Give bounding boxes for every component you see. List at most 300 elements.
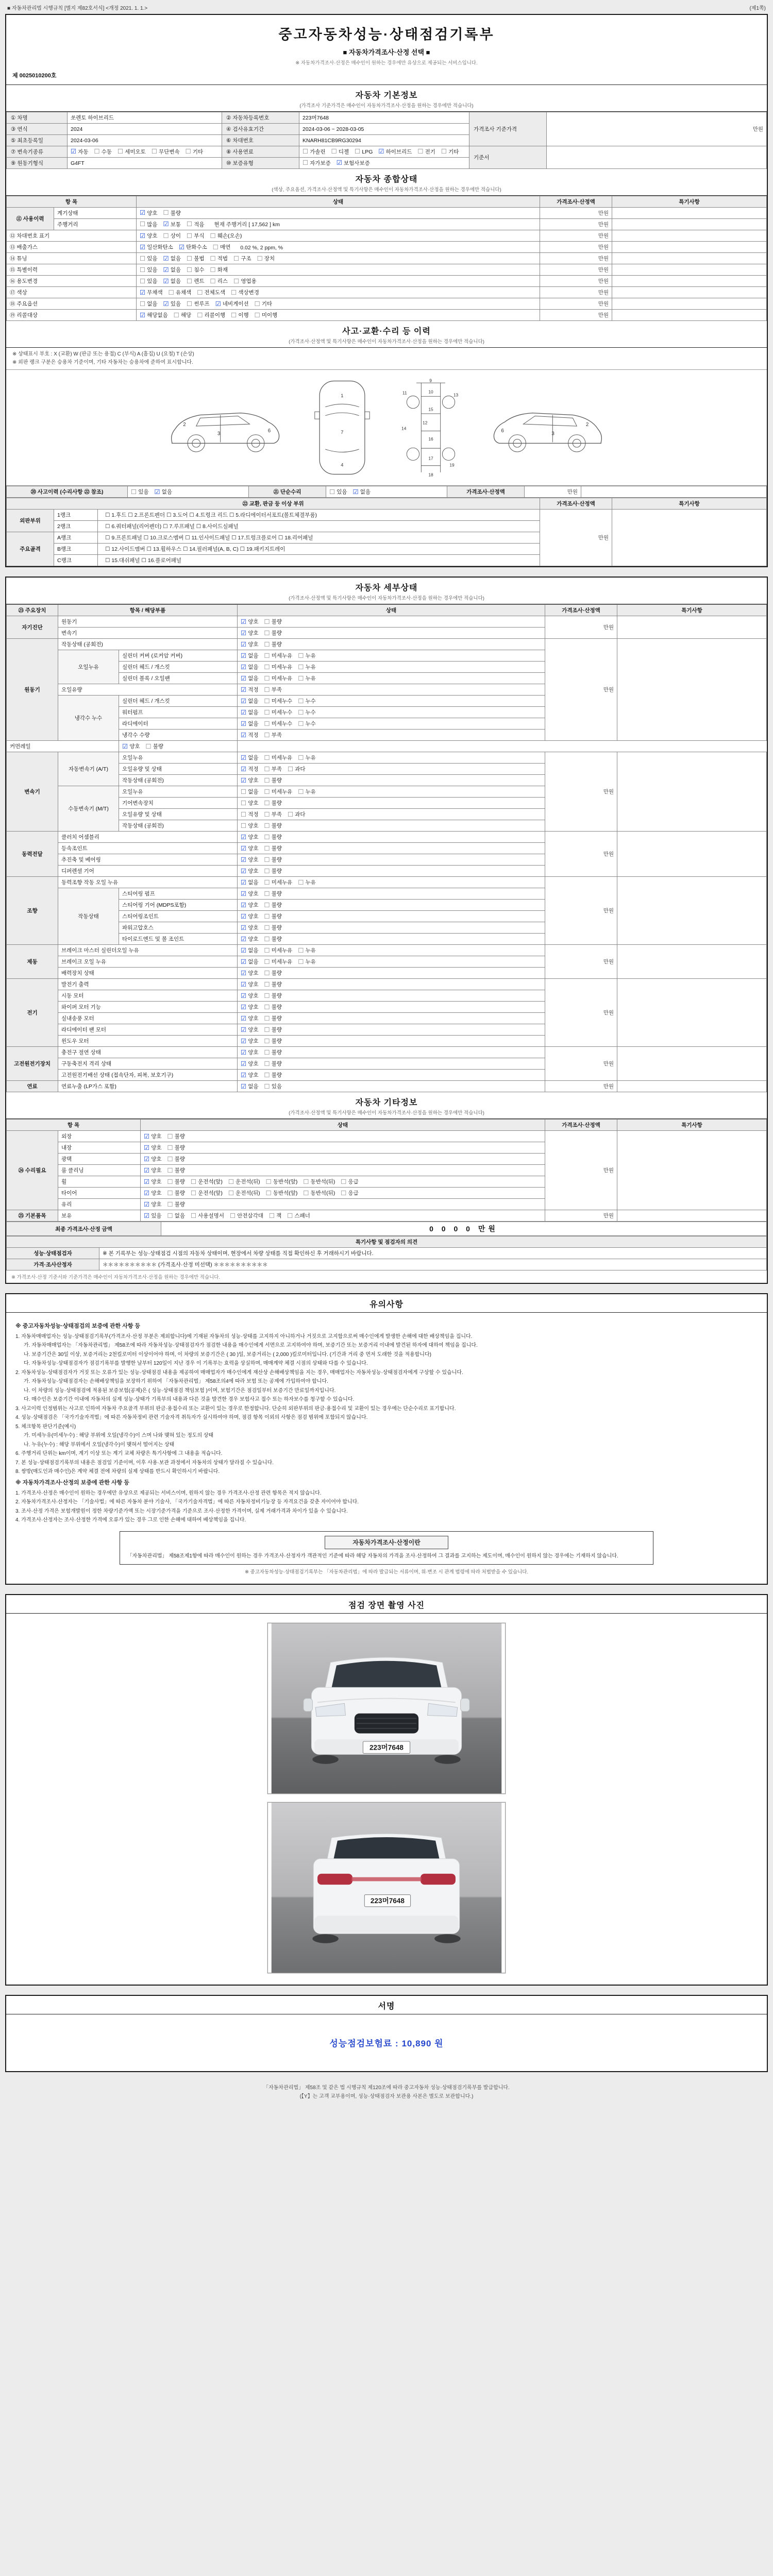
- checkbox-option[interactable]: [264, 912, 282, 920]
- checkbox-option[interactable]: [264, 799, 282, 807]
- checkbox-icon[interactable]: ☐: [264, 912, 270, 920]
- checkbox-option[interactable]: [140, 221, 158, 228]
- checkbox-icon[interactable]: ☐: [264, 1037, 270, 1045]
- checkbox-option[interactable]: [241, 912, 259, 920]
- checkbox-option[interactable]: [264, 1048, 282, 1056]
- checkbox-option[interactable]: [264, 618, 282, 625]
- checkbox-checked-icon[interactable]: ☑: [241, 618, 247, 625]
- checkbox-option[interactable]: [264, 1037, 282, 1045]
- checkbox-checked-icon[interactable]: ☑: [140, 243, 146, 251]
- checkbox-icon[interactable]: ☐: [187, 277, 193, 285]
- checkbox-checked-icon[interactable]: ☑: [163, 255, 169, 262]
- checkbox-icon[interactable]: ☐: [140, 255, 146, 262]
- checkbox-option[interactable]: [264, 652, 293, 659]
- checkbox-option[interactable]: [241, 856, 259, 863]
- checkbox-option[interactable]: [264, 754, 293, 761]
- checkbox-checked-icon[interactable]: ☑: [140, 209, 146, 217]
- checkbox-checked-icon[interactable]: ☑: [241, 1071, 247, 1079]
- checkbox-icon[interactable]: ☐: [355, 148, 361, 156]
- checkbox-icon[interactable]: ☐: [264, 867, 270, 875]
- checkbox-icon[interactable]: ☐: [264, 788, 270, 795]
- checkbox-icon[interactable]: ☐: [264, 799, 270, 807]
- checkbox-icon[interactable]: ☐: [187, 300, 193, 308]
- checkbox-option[interactable]: [231, 289, 259, 296]
- checkbox-icon[interactable]: ☐: [264, 708, 270, 716]
- checkbox-icon[interactable]: ☐: [264, 856, 270, 863]
- checkbox-icon[interactable]: ☐: [187, 221, 193, 228]
- checkbox-icon[interactable]: ☐: [264, 878, 270, 886]
- checkbox-option[interactable]: [337, 159, 370, 167]
- checkbox-option[interactable]: [264, 686, 282, 693]
- checkbox-option[interactable]: [140, 311, 168, 319]
- checkbox-checked-icon[interactable]: ☑: [144, 1189, 150, 1197]
- checkbox-checked-icon[interactable]: ☑: [144, 1212, 150, 1219]
- checkbox-option[interactable]: [264, 833, 282, 841]
- checkbox-checked-icon[interactable]: ☑: [241, 969, 247, 977]
- checkbox-option[interactable]: [264, 980, 282, 988]
- checkbox-option[interactable]: [241, 878, 259, 886]
- checkbox-icon[interactable]: ☐: [264, 890, 270, 897]
- checkbox-icon[interactable]: ☐: [341, 1178, 347, 1185]
- checkbox-option[interactable]: [378, 148, 412, 156]
- checkbox-icon[interactable]: ☐: [264, 674, 270, 682]
- checkbox-icon[interactable]: ☐: [140, 221, 146, 228]
- checkbox-option[interactable]: [241, 776, 259, 784]
- checkbox-checked-icon[interactable]: ☑: [241, 856, 247, 863]
- checkbox-option[interactable]: [241, 924, 259, 931]
- checkbox-option[interactable]: [266, 1189, 298, 1197]
- checkbox-checked-icon[interactable]: ☑: [241, 890, 247, 897]
- checkbox-icon[interactable]: ☐: [264, 833, 270, 841]
- checkbox-checked-icon[interactable]: ☑: [241, 697, 247, 705]
- checkbox-checked-icon[interactable]: ☑: [178, 243, 185, 251]
- checkbox-checked-icon[interactable]: ☑: [140, 289, 146, 296]
- checkbox-option[interactable]: [167, 1132, 186, 1140]
- checkbox-icon[interactable]: ☐: [298, 788, 304, 795]
- checkbox-icon[interactable]: ☐: [167, 1178, 173, 1185]
- checkbox-checked-icon[interactable]: ☑: [241, 663, 247, 671]
- checkbox-option[interactable]: [264, 629, 282, 637]
- checkbox-icon[interactable]: ☐: [254, 311, 260, 319]
- checkbox-option[interactable]: [264, 867, 282, 875]
- checkbox-option[interactable]: [298, 708, 316, 716]
- checkbox-option[interactable]: [264, 935, 282, 943]
- checkbox-option[interactable]: [341, 1189, 359, 1197]
- checkbox-checked-icon[interactable]: ☑: [241, 629, 247, 637]
- checkbox-icon[interactable]: ☐: [264, 1048, 270, 1056]
- checkbox-option[interactable]: [241, 1048, 259, 1056]
- checkbox-checked-icon[interactable]: ☑: [215, 300, 221, 308]
- checkbox-option[interactable]: [241, 674, 259, 682]
- checkbox-option[interactable]: [288, 810, 306, 818]
- checkbox-checked-icon[interactable]: ☑: [144, 1200, 150, 1208]
- checkbox-icon[interactable]: ☐: [264, 810, 270, 818]
- checkbox-icon[interactable]: ☐: [264, 958, 270, 965]
- checkbox-option[interactable]: [163, 232, 181, 240]
- checkbox-option[interactable]: [264, 924, 282, 931]
- checkbox-checked-icon[interactable]: ☑: [241, 867, 247, 875]
- checkbox-option[interactable]: [140, 232, 158, 240]
- checkbox-option[interactable]: [298, 674, 316, 682]
- checkbox-icon[interactable]: ☐: [264, 1082, 270, 1090]
- checkbox-option[interactable]: [264, 1060, 282, 1067]
- checkbox-icon[interactable]: ☐: [241, 799, 247, 807]
- checkbox-option[interactable]: [144, 1166, 162, 1174]
- checkbox-option[interactable]: [241, 720, 259, 727]
- checkbox-option[interactable]: [264, 856, 282, 863]
- checkbox-option[interactable]: [163, 209, 181, 217]
- checkbox-checked-icon[interactable]: ☑: [163, 266, 169, 274]
- checkbox-checked-icon[interactable]: ☑: [241, 720, 247, 727]
- checkbox-option[interactable]: [191, 1189, 223, 1197]
- checkbox-icon[interactable]: ☐: [257, 255, 263, 262]
- checkbox-option[interactable]: [264, 810, 282, 818]
- checkbox-icon[interactable]: ☐: [187, 232, 193, 240]
- checkbox-option[interactable]: [241, 822, 259, 829]
- checkbox-checked-icon[interactable]: ☑: [241, 1026, 247, 1033]
- checkbox-icon[interactable]: ☐: [264, 822, 270, 829]
- checkbox-icon[interactable]: ☐: [341, 1189, 347, 1197]
- checkbox-option[interactable]: [264, 946, 293, 954]
- checkbox-icon[interactable]: ☐: [264, 992, 270, 999]
- checkbox-option[interactable]: [264, 969, 282, 977]
- checkbox-option[interactable]: [241, 788, 259, 795]
- checkbox-icon[interactable]: ☐: [228, 1189, 234, 1197]
- checkbox-option[interactable]: [210, 277, 228, 285]
- checkbox-option[interactable]: [187, 300, 210, 308]
- checkbox-icon[interactable]: ☐: [298, 754, 304, 761]
- checkbox-option[interactable]: [155, 488, 173, 496]
- checkbox-option[interactable]: [298, 878, 316, 886]
- checkbox-icon[interactable]: ☐: [167, 1189, 173, 1197]
- checkbox-icon[interactable]: ☐: [288, 810, 294, 818]
- checkbox-icon[interactable]: ☐: [331, 148, 337, 156]
- checkbox-icon[interactable]: ☐: [264, 618, 270, 625]
- checkbox-option[interactable]: [140, 243, 173, 251]
- checkbox-icon[interactable]: ☐: [264, 1003, 270, 1011]
- checkbox-option[interactable]: [269, 1212, 281, 1219]
- checkbox-option[interactable]: [264, 1026, 282, 1033]
- checkbox-icon[interactable]: ☐: [298, 663, 304, 671]
- checkbox-checked-icon[interactable]: ☑: [241, 1003, 247, 1011]
- checkbox-option[interactable]: [144, 1155, 162, 1163]
- checkbox-checked-icon[interactable]: ☑: [144, 1132, 150, 1140]
- checkbox-icon[interactable]: ☐: [298, 652, 304, 659]
- checkbox-option[interactable]: [241, 946, 259, 954]
- checkbox-icon[interactable]: ☐: [233, 255, 240, 262]
- checkbox-icon[interactable]: ☐: [233, 277, 240, 285]
- checkbox-option[interactable]: [187, 232, 205, 240]
- checkbox-checked-icon[interactable]: ☑: [122, 742, 128, 750]
- checkbox-option[interactable]: [233, 255, 251, 262]
- checkbox-checked-icon[interactable]: ☑: [241, 946, 247, 954]
- checkbox-option[interactable]: [241, 686, 259, 693]
- checkbox-option[interactable]: [144, 1189, 162, 1197]
- checkbox-icon[interactable]: ☐: [145, 742, 152, 750]
- checkbox-checked-icon[interactable]: ☑: [163, 300, 169, 308]
- checkbox-option[interactable]: [167, 1166, 186, 1174]
- checkbox-option[interactable]: [233, 277, 257, 285]
- checkbox-option[interactable]: [298, 720, 316, 727]
- checkbox-option[interactable]: [140, 289, 163, 296]
- checkbox-option[interactable]: [264, 731, 282, 739]
- checkbox-option[interactable]: [241, 731, 259, 739]
- checkbox-option[interactable]: [241, 1082, 259, 1090]
- checkbox-option[interactable]: [163, 277, 181, 285]
- checkbox-icon[interactable]: ☐: [264, 765, 270, 773]
- checkbox-option[interactable]: [140, 255, 158, 262]
- checkbox-checked-icon[interactable]: ☑: [241, 686, 247, 693]
- checkbox-icon[interactable]: ☐: [264, 640, 270, 648]
- checkbox-icon[interactable]: ☐: [191, 1178, 197, 1185]
- checkbox-icon[interactable]: ☐: [163, 232, 169, 240]
- checkbox-option[interactable]: [264, 663, 293, 671]
- checkbox-checked-icon[interactable]: ☑: [241, 958, 247, 965]
- checkbox-icon[interactable]: ☐: [151, 148, 158, 156]
- checkbox-option[interactable]: [213, 243, 231, 251]
- checkbox-option[interactable]: [94, 148, 112, 156]
- checkbox-option[interactable]: [241, 765, 259, 773]
- checkbox-option[interactable]: [241, 1071, 259, 1079]
- checkbox-icon[interactable]: ☐: [140, 300, 146, 308]
- checkbox-icon[interactable]: ☐: [264, 1014, 270, 1022]
- checkbox-icon[interactable]: ☐: [264, 731, 270, 739]
- checkbox-checked-icon[interactable]: ☑: [241, 1037, 247, 1045]
- checkbox-icon[interactable]: ☐: [303, 1178, 309, 1185]
- checkbox-option[interactable]: [163, 266, 181, 274]
- checkbox-icon[interactable]: ☐: [265, 1189, 272, 1197]
- checkbox-icon[interactable]: ☐: [167, 1132, 173, 1140]
- checkbox-option[interactable]: [228, 1189, 260, 1197]
- checkbox-option[interactable]: [241, 1060, 259, 1067]
- checkbox-icon[interactable]: ☐: [298, 958, 304, 965]
- checkbox-option[interactable]: [255, 300, 273, 308]
- checkbox-icon[interactable]: ☐: [191, 1212, 197, 1219]
- checkbox-option[interactable]: [264, 901, 282, 909]
- checkbox-option[interactable]: [231, 311, 249, 319]
- checkbox-icon[interactable]: ☐: [288, 765, 294, 773]
- checkbox-option[interactable]: [264, 776, 282, 784]
- checkbox-icon[interactable]: ☐: [303, 159, 309, 167]
- checkbox-option[interactable]: [228, 1178, 260, 1185]
- checkbox-checked-icon[interactable]: ☑: [241, 901, 247, 909]
- checkbox-icon[interactable]: ☐: [241, 788, 247, 795]
- checkbox-option[interactable]: [264, 1014, 282, 1022]
- checkbox-icon[interactable]: ☐: [287, 1212, 293, 1219]
- checkbox-option[interactable]: [241, 867, 259, 875]
- checkbox-checked-icon[interactable]: ☑: [241, 935, 247, 943]
- checkbox-option[interactable]: [264, 708, 293, 716]
- checkbox-option[interactable]: [215, 300, 249, 308]
- checkbox-option[interactable]: [298, 958, 316, 965]
- checkbox-icon[interactable]: ☐: [210, 266, 216, 274]
- checkbox-icon[interactable]: ☐: [298, 674, 304, 682]
- checkbox-icon[interactable]: ☐: [264, 935, 270, 943]
- checkbox-checked-icon[interactable]: ☑: [163, 221, 169, 228]
- checkbox-icon[interactable]: ☐: [264, 901, 270, 909]
- checkbox-option[interactable]: [169, 289, 192, 296]
- checkbox-option[interactable]: [255, 311, 278, 319]
- checkbox-icon[interactable]: ☐: [264, 629, 270, 637]
- checkbox-option[interactable]: [241, 992, 259, 999]
- checkbox-option[interactable]: [355, 148, 373, 155]
- checkbox-option[interactable]: [210, 266, 228, 274]
- checkbox-icon[interactable]: ☐: [140, 266, 146, 274]
- checkbox-option[interactable]: [167, 1212, 186, 1219]
- checkbox-option[interactable]: [163, 255, 181, 262]
- checkbox-option[interactable]: [167, 1189, 186, 1197]
- checkbox-checked-icon[interactable]: ☑: [241, 912, 247, 920]
- checkbox-option[interactable]: [144, 1144, 162, 1151]
- checkbox-option[interactable]: [241, 1014, 259, 1022]
- checkbox-icon[interactable]: ☐: [265, 1178, 272, 1185]
- checkbox-icon[interactable]: ☐: [185, 148, 191, 156]
- checkbox-option[interactable]: [186, 148, 204, 156]
- checkbox-icon[interactable]: ☐: [264, 844, 270, 852]
- checkbox-option[interactable]: [241, 708, 259, 716]
- checkbox-option[interactable]: [264, 674, 293, 682]
- checkbox-icon[interactable]: ☐: [264, 720, 270, 727]
- checkbox-icon[interactable]: ☐: [168, 289, 174, 296]
- checkbox-icon[interactable]: ☐: [231, 289, 237, 296]
- checkbox-option[interactable]: [264, 958, 293, 965]
- checkbox-option[interactable]: [241, 1026, 259, 1033]
- checkbox-option[interactable]: [187, 221, 205, 228]
- checkbox-option[interactable]: [287, 1212, 310, 1219]
- checkbox-icon[interactable]: ☐: [298, 720, 304, 727]
- checkbox-icon[interactable]: ☐: [231, 311, 237, 319]
- checkbox-option[interactable]: [353, 488, 371, 496]
- checkbox-icon[interactable]: ☐: [167, 1166, 173, 1174]
- checkbox-option[interactable]: [241, 652, 259, 659]
- checkbox-option[interactable]: [152, 148, 180, 156]
- checkbox-option[interactable]: [241, 663, 259, 671]
- checkbox-icon[interactable]: ☐: [229, 1212, 236, 1219]
- checkbox-icon[interactable]: ☐: [264, 663, 270, 671]
- checkbox-option[interactable]: [264, 890, 282, 897]
- checkbox-icon[interactable]: ☐: [94, 148, 100, 156]
- checkbox-option[interactable]: [264, 1003, 282, 1011]
- checkbox-option[interactable]: [167, 1144, 186, 1151]
- checkbox-icon[interactable]: ☐: [167, 1144, 173, 1151]
- checkbox-icon[interactable]: ☐: [264, 686, 270, 693]
- checkbox-option[interactable]: [241, 901, 259, 909]
- checkbox-checked-icon[interactable]: ☑: [241, 980, 247, 988]
- checkbox-option[interactable]: [241, 844, 259, 852]
- checkbox-option[interactable]: [303, 148, 326, 156]
- checkbox-option[interactable]: [187, 277, 205, 285]
- checkbox-icon[interactable]: ☐: [303, 1189, 309, 1197]
- checkbox-option[interactable]: [264, 720, 293, 727]
- checkbox-icon[interactable]: ☐: [167, 1155, 173, 1163]
- checkbox-option[interactable]: [257, 255, 275, 262]
- checkbox-option[interactable]: [264, 822, 282, 829]
- signature-area[interactable]: [6, 2014, 767, 2071]
- checkbox-checked-icon[interactable]: ☑: [336, 159, 343, 167]
- checkbox-option[interactable]: [417, 148, 435, 156]
- checkbox-option[interactable]: [167, 1200, 186, 1208]
- checkbox-option[interactable]: [140, 209, 158, 217]
- checkbox-option[interactable]: [140, 266, 158, 274]
- checkbox-checked-icon[interactable]: ☑: [352, 488, 359, 496]
- checkbox-option[interactable]: [441, 148, 459, 156]
- checkbox-icon[interactable]: ☐: [197, 311, 203, 319]
- checkbox-option[interactable]: [298, 946, 316, 954]
- checkbox-checked-icon[interactable]: ☑: [241, 1082, 247, 1090]
- checkbox-icon[interactable]: ☐: [212, 243, 219, 251]
- checkbox-icon[interactable]: ☐: [264, 1026, 270, 1033]
- checkbox-option[interactable]: [298, 652, 316, 659]
- checkbox-icon[interactable]: ☐: [441, 148, 447, 156]
- checkbox-option[interactable]: [191, 1178, 223, 1185]
- checkbox-icon[interactable]: ☐: [131, 488, 137, 496]
- checkbox-option[interactable]: [71, 148, 89, 156]
- checkbox-icon[interactable]: ☐: [197, 289, 203, 296]
- checkbox-option[interactable]: [241, 640, 259, 648]
- checkbox-checked-icon[interactable]: ☑: [144, 1155, 150, 1163]
- checkbox-checked-icon[interactable]: ☑: [241, 765, 247, 773]
- checkbox-checked-icon[interactable]: ☑: [241, 1014, 247, 1022]
- checkbox-icon[interactable]: ☐: [264, 1060, 270, 1067]
- checkbox-checked-icon[interactable]: ☑: [378, 148, 384, 156]
- checkbox-option[interactable]: [144, 1200, 162, 1208]
- checkbox-checked-icon[interactable]: ☑: [241, 674, 247, 682]
- checkbox-option[interactable]: [163, 221, 181, 228]
- checkbox-option[interactable]: [230, 1212, 263, 1219]
- checkbox-option[interactable]: [140, 277, 158, 285]
- checkbox-option[interactable]: [264, 697, 293, 705]
- checkbox-checked-icon[interactable]: ☑: [144, 1178, 150, 1185]
- checkbox-checked-icon[interactable]: ☑: [241, 731, 247, 739]
- checkbox-option[interactable]: [241, 629, 259, 637]
- checkbox-option[interactable]: [303, 1178, 335, 1185]
- checkbox-option[interactable]: [264, 640, 282, 648]
- checkbox-checked-icon[interactable]: ☑: [241, 924, 247, 931]
- checkbox-option[interactable]: [174, 311, 192, 319]
- checkbox-option[interactable]: [146, 742, 164, 750]
- checkbox-icon[interactable]: ☐: [140, 277, 146, 285]
- checkbox-option[interactable]: [264, 878, 293, 886]
- checkbox-icon[interactable]: ☐: [117, 148, 124, 156]
- checkbox-icon[interactable]: ☐: [191, 1189, 197, 1197]
- checkbox-checked-icon[interactable]: ☑: [154, 488, 160, 496]
- checkbox-icon[interactable]: ☐: [167, 1212, 173, 1219]
- checkbox-option[interactable]: [210, 232, 242, 240]
- checkbox-icon[interactable]: ☐: [264, 969, 270, 977]
- checkbox-icon[interactable]: ☐: [187, 255, 193, 262]
- checkbox-option[interactable]: [241, 618, 259, 625]
- checkbox-checked-icon[interactable]: ☑: [144, 1166, 150, 1174]
- checkbox-icon[interactable]: ☐: [329, 488, 335, 496]
- checkbox-icon[interactable]: ☐: [187, 266, 193, 274]
- checkbox-option[interactable]: [241, 833, 259, 841]
- checkbox-checked-icon[interactable]: ☑: [241, 776, 247, 784]
- checkbox-option[interactable]: [241, 799, 259, 807]
- checkbox-option[interactable]: [241, 969, 259, 977]
- checkbox-icon[interactable]: ☐: [268, 1212, 275, 1219]
- checkbox-option[interactable]: [140, 300, 158, 308]
- checkbox-checked-icon[interactable]: ☑: [140, 311, 146, 319]
- checkbox-option[interactable]: [264, 1071, 282, 1079]
- checkbox-option[interactable]: [197, 289, 225, 296]
- checkbox-option[interactable]: [241, 935, 259, 943]
- checkbox-option[interactable]: [167, 1155, 186, 1163]
- checkbox-option[interactable]: [163, 300, 181, 308]
- checkbox-icon[interactable]: ☐: [210, 277, 216, 285]
- checkbox-icon[interactable]: ☐: [163, 209, 169, 217]
- checkbox-option[interactable]: [144, 1132, 162, 1140]
- checkbox-icon[interactable]: ☐: [298, 708, 304, 716]
